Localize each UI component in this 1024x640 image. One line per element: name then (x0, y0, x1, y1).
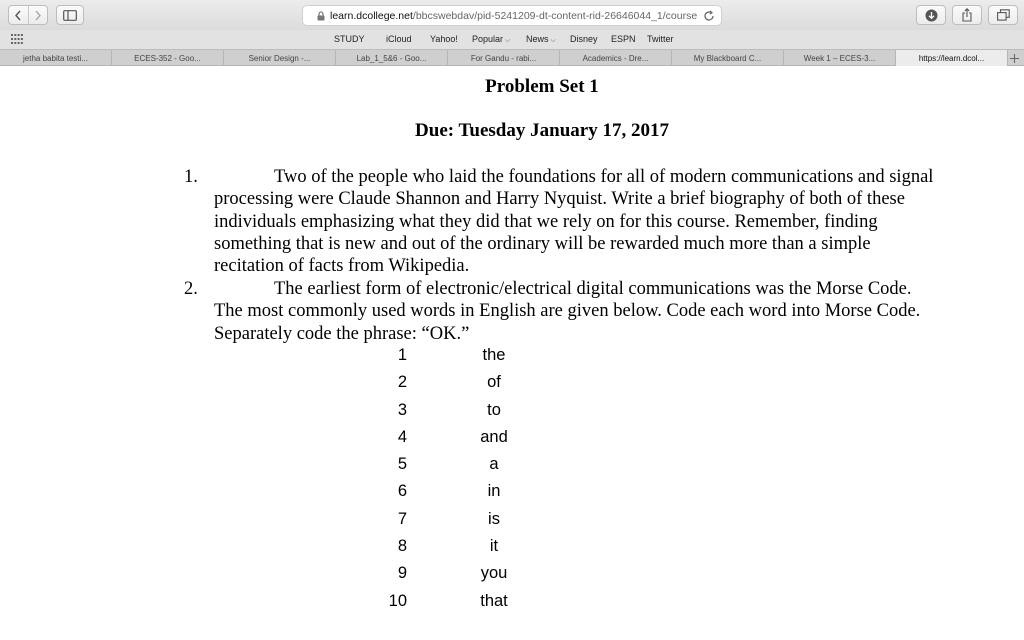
page-title: Problem Set 1 (485, 76, 599, 97)
favorite-popular-label: Popular (472, 34, 504, 44)
tab-4[interactable]: Lab_1_5&6 - Goo... (336, 50, 448, 66)
url-text (330, 10, 702, 22)
chevron-down-icon: ⌵ (505, 37, 511, 44)
sidebar-button[interactable] (56, 5, 84, 25)
question-2-number: 2. (184, 279, 198, 299)
word-text: that (480, 591, 508, 610)
tab-6[interactable]: Academics - Dre... (560, 50, 672, 66)
word-number: 8 (397, 537, 407, 556)
word-number: 4 (397, 427, 407, 446)
tab-8[interactable]: Week 1 – ECES-3... (784, 50, 896, 66)
url-path: /bbcswebdav/pid-5241209-dt-content-rid-26646044_1/course (412, 9, 698, 22)
download-icon (925, 9, 938, 22)
word-text: a (489, 455, 499, 474)
reload-icon[interactable] (703, 9, 715, 27)
word-text: of (487, 373, 501, 392)
word-number: 10 (388, 591, 407, 610)
question-1-text: Two of the people who laid the foundations for all of modern communications and signal processing were Claude Shannon and Harry Nyquist. Write a brief biography of both of these individuals emphasizing what they did that we rely on for this course. Remember, finding something that is new and out of the ordinary will be rewarded much more than a simple recitation of facts from Wikipedia. (214, 167, 934, 277)
tab-1[interactable]: jetha babita testi... (0, 50, 112, 66)
tab-bar (0, 49, 1024, 66)
tabs-overview-icon (997, 9, 1010, 21)
question-1-number: 1. (184, 167, 198, 187)
lock-icon (317, 11, 325, 21)
chevron-down-icon: ⌵ (550, 37, 556, 44)
tab-5[interactable]: For Gandu - rabi... (448, 50, 560, 66)
chevron-left-icon (14, 10, 22, 21)
forward-button[interactable] (28, 6, 48, 24)
url-domain: learn.dcollege.net (330, 9, 413, 22)
tab-2[interactable]: ECES-352 - Goo... (112, 50, 224, 66)
word-number: 1 (397, 346, 407, 364)
plus-icon (1010, 54, 1019, 63)
share-icon (961, 8, 973, 22)
favorites-bar (0, 30, 1024, 49)
word-text: to (487, 400, 501, 419)
favorite-news[interactable] (526, 34, 556, 45)
favorite-yahoo[interactable]: Yahoo! (430, 34, 458, 44)
word-number: 5 (397, 455, 407, 474)
question-2-text: The earliest form of electronic/electrical digital communications was the Morse Code. The most commonly used words in English are given below. Code each word into Morse Code. Separately code the phrase: “OK.” (214, 279, 921, 344)
browser-toolbar (0, 0, 1024, 30)
nav-button-group (8, 5, 48, 25)
word-text: it (489, 537, 499, 556)
back-button[interactable] (9, 6, 28, 24)
word-number: 3 (397, 400, 407, 419)
favorite-icloud[interactable]: iCloud (386, 34, 412, 44)
favorite-study[interactable]: STUDY (334, 34, 365, 44)
word-number: 9 (397, 564, 407, 583)
word-number: 2 (397, 373, 407, 392)
document-page (0, 66, 1024, 640)
show-tabs-button[interactable] (988, 5, 1018, 25)
grid-icon[interactable] (11, 34, 23, 46)
address-bar[interactable] (302, 5, 722, 26)
tab-3[interactable]: Senior Design -... (224, 50, 336, 66)
word-number: 7 (397, 509, 407, 528)
word-text: in (487, 482, 501, 501)
tab-active[interactable]: https://learn.dcol... (896, 50, 1008, 66)
share-button[interactable] (952, 5, 982, 25)
chevron-right-icon (34, 10, 42, 21)
word-number: 6 (397, 482, 407, 501)
favorite-news-label: News (526, 34, 549, 44)
favorite-espn[interactable]: ESPN (611, 34, 636, 44)
word-text: and (480, 427, 508, 446)
favorite-disney[interactable]: Disney (570, 34, 598, 44)
downloads-button[interactable] (916, 5, 946, 25)
new-tab-button[interactable] (1006, 51, 1022, 65)
tab-7[interactable]: My Blackboard C... (672, 50, 784, 66)
word-text: you (480, 564, 508, 583)
due-date: Due: Tuesday January 17, 2017 (415, 120, 669, 141)
word-text: the (482, 346, 506, 364)
favorite-twitter[interactable]: Twitter (647, 34, 674, 44)
favorite-popular[interactable] (472, 34, 510, 45)
sidebar-icon (63, 10, 77, 21)
word-text: is (488, 509, 500, 528)
